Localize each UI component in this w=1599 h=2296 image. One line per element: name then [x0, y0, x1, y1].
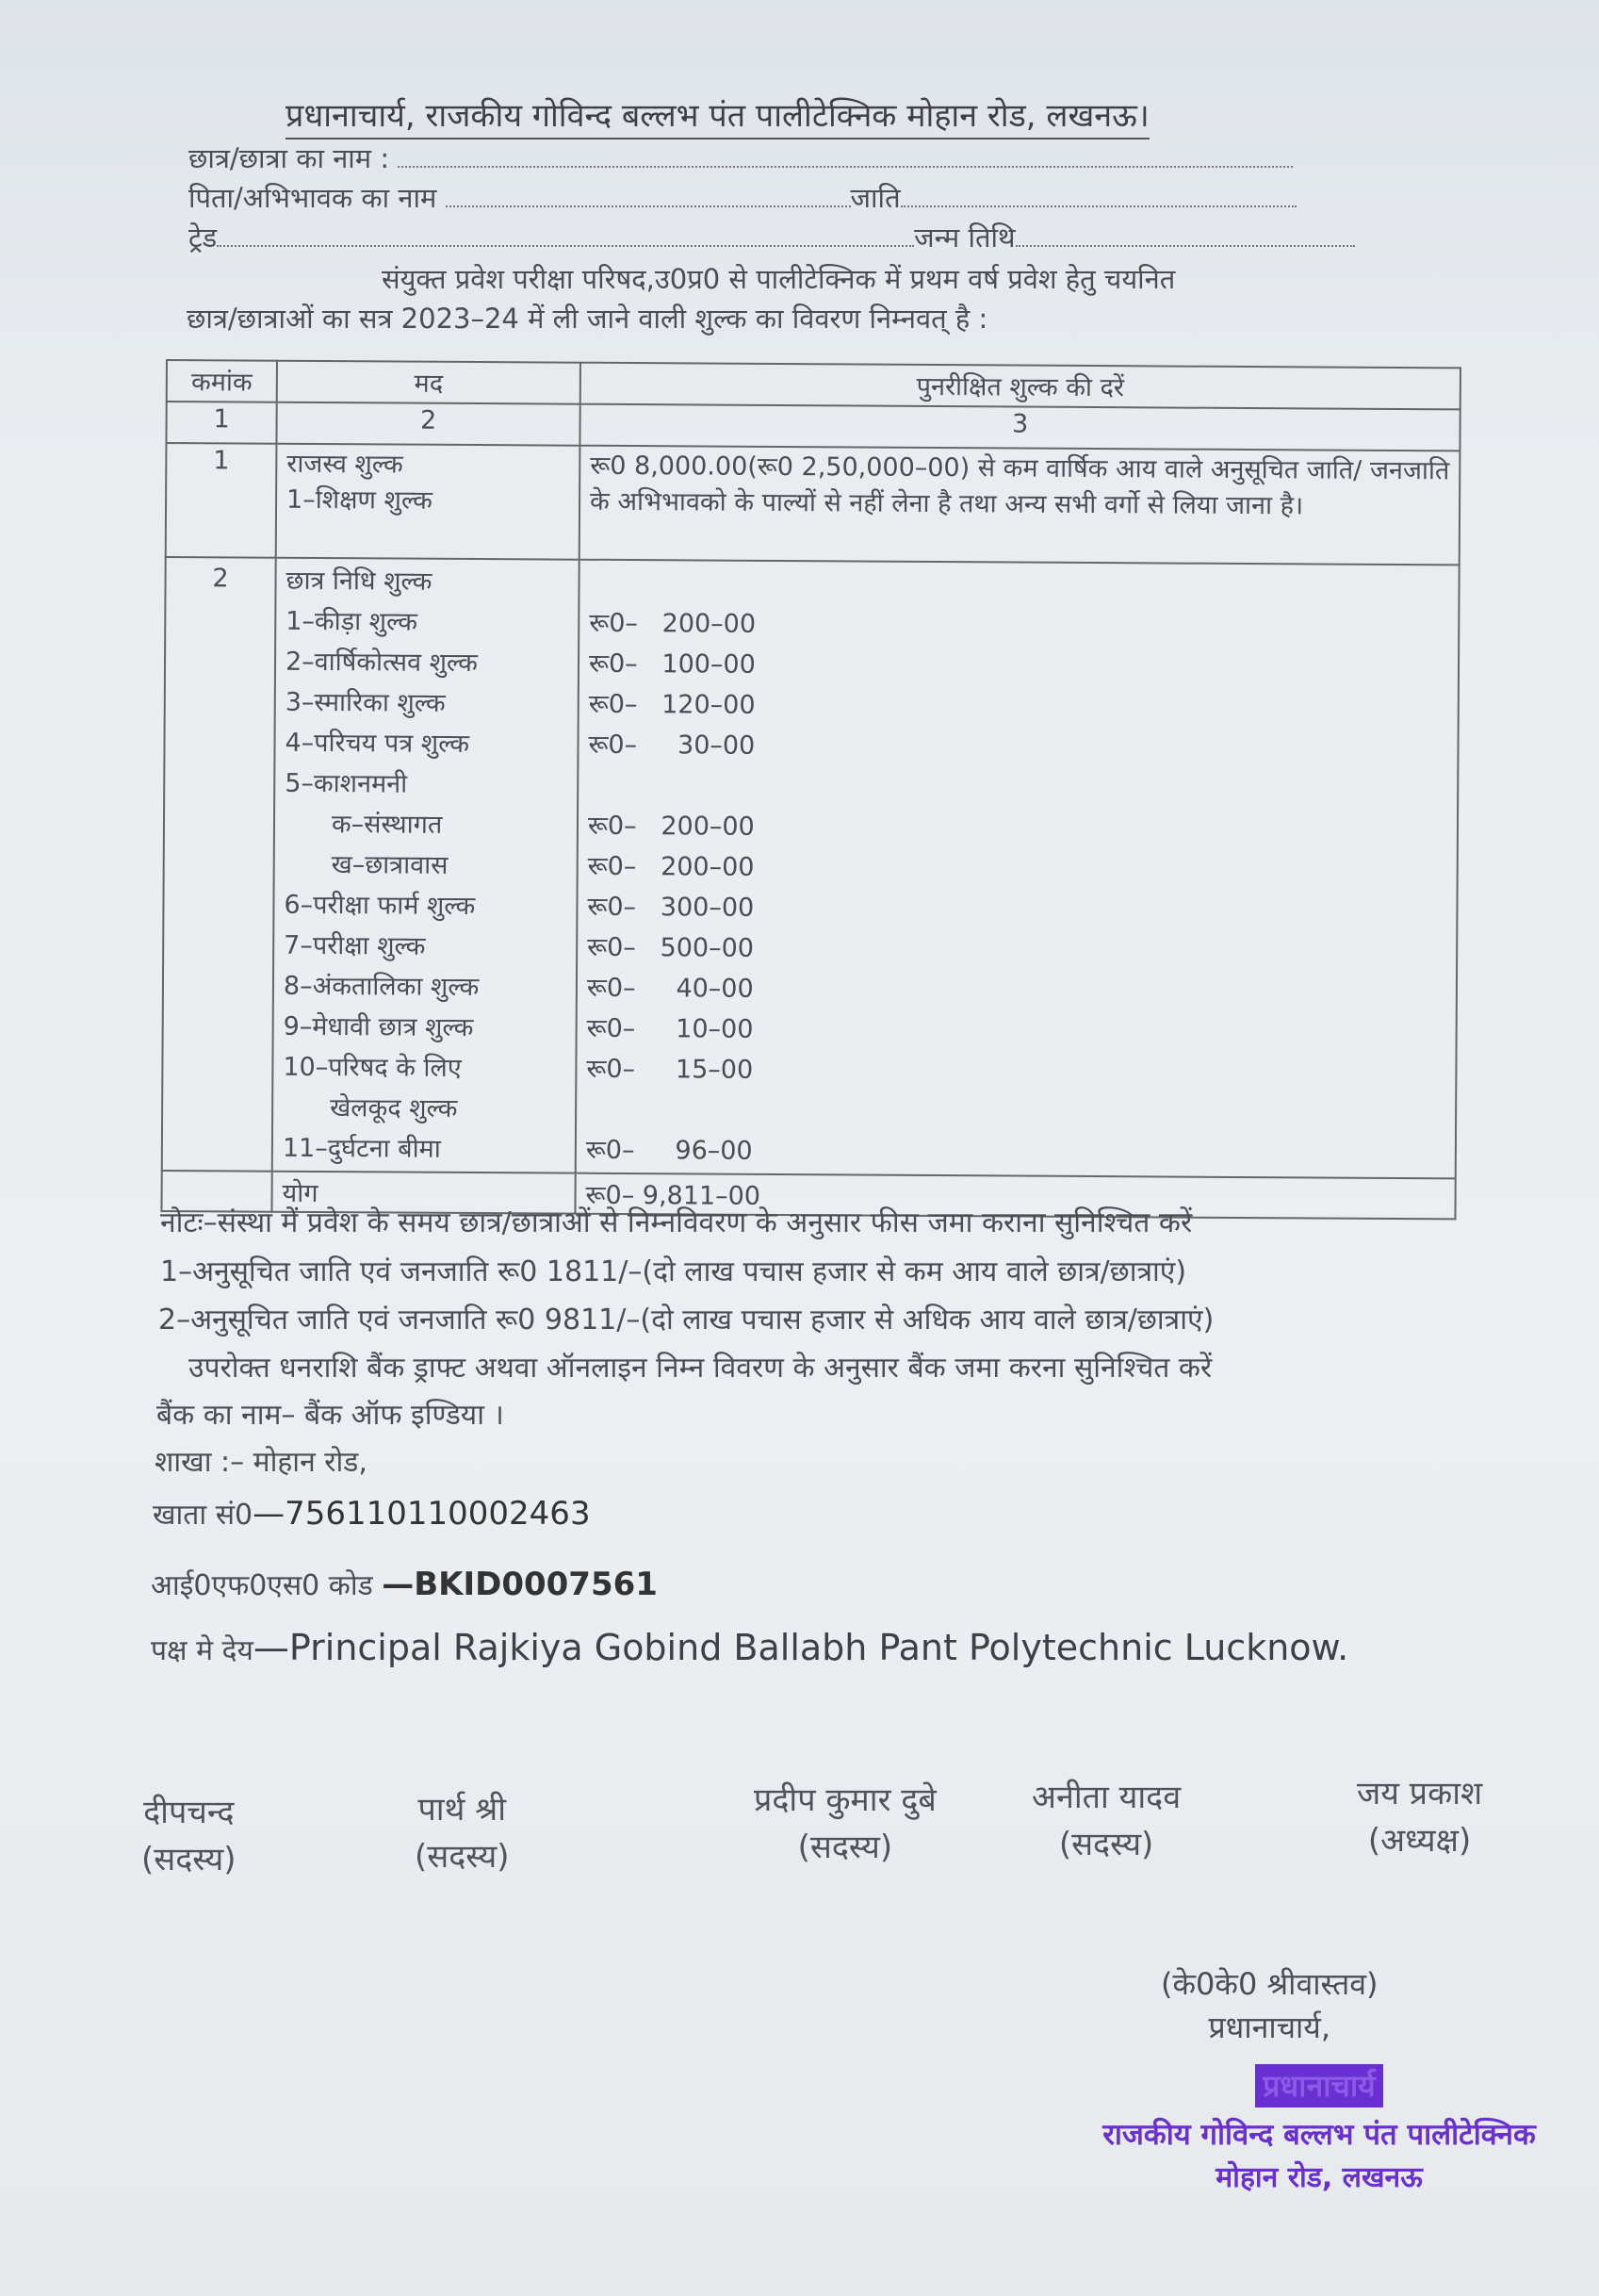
stamp-line-2: राजकीय गोविन्द बल्लभ पंत पालीटेक्निक — [1102, 2118, 1536, 2152]
item-sub: 1–शिक्षण शुल्क — [286, 484, 432, 516]
fee-item-amount: रू0– 300–00 — [587, 892, 755, 923]
dob-field — [1016, 224, 1355, 247]
signatory-name: दीपचन्द — [143, 1794, 235, 1831]
note-text: नोटः–संस्था में प्रवेश के समय छात्र/छात्राओं से निम्नविवरण के अनुसार फीस जमा कराना सुनिश्चित करें — [160, 1206, 1193, 1239]
table-row — [162, 557, 1460, 1178]
trade-field — [217, 224, 914, 247]
fee-item-label: 9–मेधावी छात्र शुल्क — [283, 1011, 474, 1043]
signatory-name: जय प्रकाश — [1357, 1775, 1483, 1812]
fee-item-amount: रू0– 30–00 — [588, 730, 756, 761]
intro-line-1: संयुक्त प्रवेश परीक्षा परिषद,उ0प्र0 से पालीटेक्निक में प्रथम वर्ष प्रवेश हेतु चयनित — [382, 263, 1176, 295]
signatory — [1032, 1774, 1181, 1868]
dob-label: जन्म तिथि — [914, 221, 1016, 254]
account-label: खाता सं0 — [153, 1499, 253, 1532]
payee-label: पक्ष मे देय — [151, 1634, 253, 1667]
note-point-2: 2–अनुसूचित जाति एवं जनजाति रू0 9811/–(दो लाख पचास हजार से अधिक आय वाले छात्र/छात्राएं) — [158, 1304, 1215, 1337]
header-sno: कमांक — [167, 360, 277, 402]
signatory-role: (सदस्य) — [797, 1829, 893, 1866]
fee-item-label: 5–काशनमनी — [285, 768, 408, 799]
signatory-name: प्रदीप कुमार दुबे — [754, 1781, 937, 1819]
fee-item-amount — [588, 765, 1447, 812]
row-description: रू0 8,000.00(रू0 2,50,000–00) से कम वार्षिक आय वाले अनुसूचित जाति/ जनजाति के अभिभावको के पाल्यों से नहीं लेना है तथा अन्य सभी वर्गो से लिया जाना है। — [579, 446, 1460, 566]
guardian-row — [188, 179, 1297, 216]
fee-item-label: 2–वार्षिकोत्सव शुल्क — [285, 647, 478, 679]
caste-field — [901, 185, 1297, 207]
bank-branch: शाखा :– मोहान रोड, — [155, 1446, 367, 1479]
caste-label: जाति — [850, 182, 901, 214]
account-row — [153, 1494, 591, 1533]
signatory-name: अनीता यादव — [1032, 1779, 1182, 1816]
principal-designation: प्रधानाचार्य, — [1208, 2009, 1331, 2045]
signatory-role: (सदस्य) — [1058, 1826, 1154, 1863]
student-name-field — [398, 145, 1293, 168]
item-title: राजस्व शुल्क — [286, 449, 403, 480]
fee-item-label: 4–परिचय पत्र शुल्क — [285, 728, 470, 759]
fee-item-label: 6–परीक्षा फार्म शुल्क — [284, 890, 476, 922]
guardian-name-field — [446, 185, 851, 207]
fee-item-label: छात्र निधि शुल्क — [286, 566, 432, 597]
ifsc-row — [151, 1565, 658, 1603]
note-point-1: 1–अनुसूचित जाति एवं जनजाति रू0 1811/–(दो लाख पचास हजार से कम आय वाले छात्र/छात्राएं) — [160, 1255, 1187, 1288]
student-name-label: छात्र/छात्रा का नाम : — [188, 142, 390, 174]
column-number: 3 — [579, 404, 1460, 451]
fee-item-label: 11–दुर्घटना बीमा — [282, 1133, 441, 1164]
fee-item-amount: रू0– 15–00 — [586, 1054, 754, 1085]
column-number: 1 — [166, 402, 276, 444]
signatory — [415, 1786, 510, 1880]
trade-label: ट्रेड — [188, 221, 218, 254]
header-rates: पुनरीक्षित शुल्क की दरें — [580, 363, 1460, 410]
bank-name: बैंक का नाम– बैंक ऑफ इण्डिया । — [156, 1399, 504, 1432]
principal-block — [1161, 1962, 1379, 2049]
document-title: प्रधानाचार्य, राजकीय गोविन्द बल्लभ पंत पालीटेक्निक मोहान रोड, लखनऊ। — [286, 92, 1150, 139]
signatory — [141, 1789, 237, 1883]
signatory — [1357, 1770, 1482, 1864]
fee-item-label: 10–परिषद के लिए — [283, 1052, 462, 1083]
signatory-name: पार्थ श्री — [417, 1791, 507, 1829]
row-sno: 2 — [162, 557, 276, 1172]
trade-row — [188, 219, 1355, 255]
fee-item-amount: रू0– 200–00 — [587, 811, 755, 842]
fee-item-label: खेलकूद शुल्क — [330, 1093, 458, 1123]
fee-item-label: 7–परीक्षा शुल्क — [284, 930, 426, 961]
fee-item-amount: रू0– 100–00 — [588, 648, 756, 680]
signatory-role: (सदस्य) — [141, 1841, 237, 1878]
row-item — [276, 444, 580, 560]
payee-row — [151, 1627, 1348, 1668]
total-label: योग — [271, 1172, 575, 1214]
header-item: मद — [277, 361, 580, 404]
principal-name: (के0के0 श्रीवास्तव) — [1161, 1966, 1379, 2002]
fee-item-amount: रू0– 200–00 — [587, 851, 755, 882]
fee-item-label: क–संस्थागत — [331, 810, 443, 840]
signatory-role: (सदस्य) — [415, 1838, 510, 1876]
stamp-line-1: प्रधानाचार्य — [1255, 2064, 1382, 2107]
ifsc-label: आई0एफ0एस0 कोड — [151, 1569, 383, 1602]
intro-line-2: छात्र/छात्राओं का सत्र 2023–24 में ली जाने वाली शुल्क का विवरण निम्नवत् है : — [187, 303, 988, 335]
row-sno: 1 — [166, 443, 277, 558]
fee-item-label: 8–अंकतालिका शुल्क — [283, 971, 480, 1003]
bank-instruction: उपरोक्त धनराशि बैंक ड्राफ्ट अथवा ऑनलाइन निम्न विवरण के अनुसार बैंक जमा करना सुनिश्चित करें — [188, 1352, 1213, 1385]
account-number: —756110110002463 — [253, 1495, 591, 1533]
fee-item-amount: रू0– 96–00 — [585, 1135, 753, 1166]
fee-item-label: ख–छात्रावास — [331, 850, 449, 880]
row-amount-list — [576, 560, 1460, 1179]
fee-item-label: 1–कीड़ा शुल्क — [286, 606, 418, 637]
fee-table — [160, 359, 1461, 1220]
fee-item-amount — [586, 1090, 1445, 1136]
row-item-list — [272, 558, 579, 1173]
fee-item-amount: रू0– 40–00 — [586, 973, 754, 1004]
guardian-name-label: पिता/अभिभावक का नाम — [188, 182, 437, 214]
official-stamp — [1074, 2064, 1564, 2200]
fee-item-label: 3–स्मारिका शुल्क — [285, 687, 446, 718]
payee-name: —Principal Rajkiya Gobind Ballabh Pant Polytechnic Lucknow. — [253, 1627, 1349, 1668]
table-row — [166, 443, 1460, 565]
fee-item-amount — [589, 563, 1448, 609]
fee-item-amount: रू0– 200–00 — [589, 608, 757, 639]
fee-item-amount: रू0– 10–00 — [586, 1013, 754, 1044]
stamp-line-3: मोहान रोड, लखनऊ — [1216, 2161, 1423, 2194]
fee-item-amount: रू0– 120–00 — [588, 689, 756, 720]
ifsc-code: —BKID0007561 — [382, 1566, 658, 1603]
student-name-row — [188, 139, 1293, 176]
fee-item-amount: रू0– 500–00 — [587, 932, 755, 963]
column-number: 2 — [276, 402, 579, 446]
signatory-role: (अध्यक्ष) — [1367, 1822, 1472, 1860]
signatory — [754, 1777, 937, 1871]
total-amount: रू0– 9,811–00 — [575, 1173, 1455, 1220]
